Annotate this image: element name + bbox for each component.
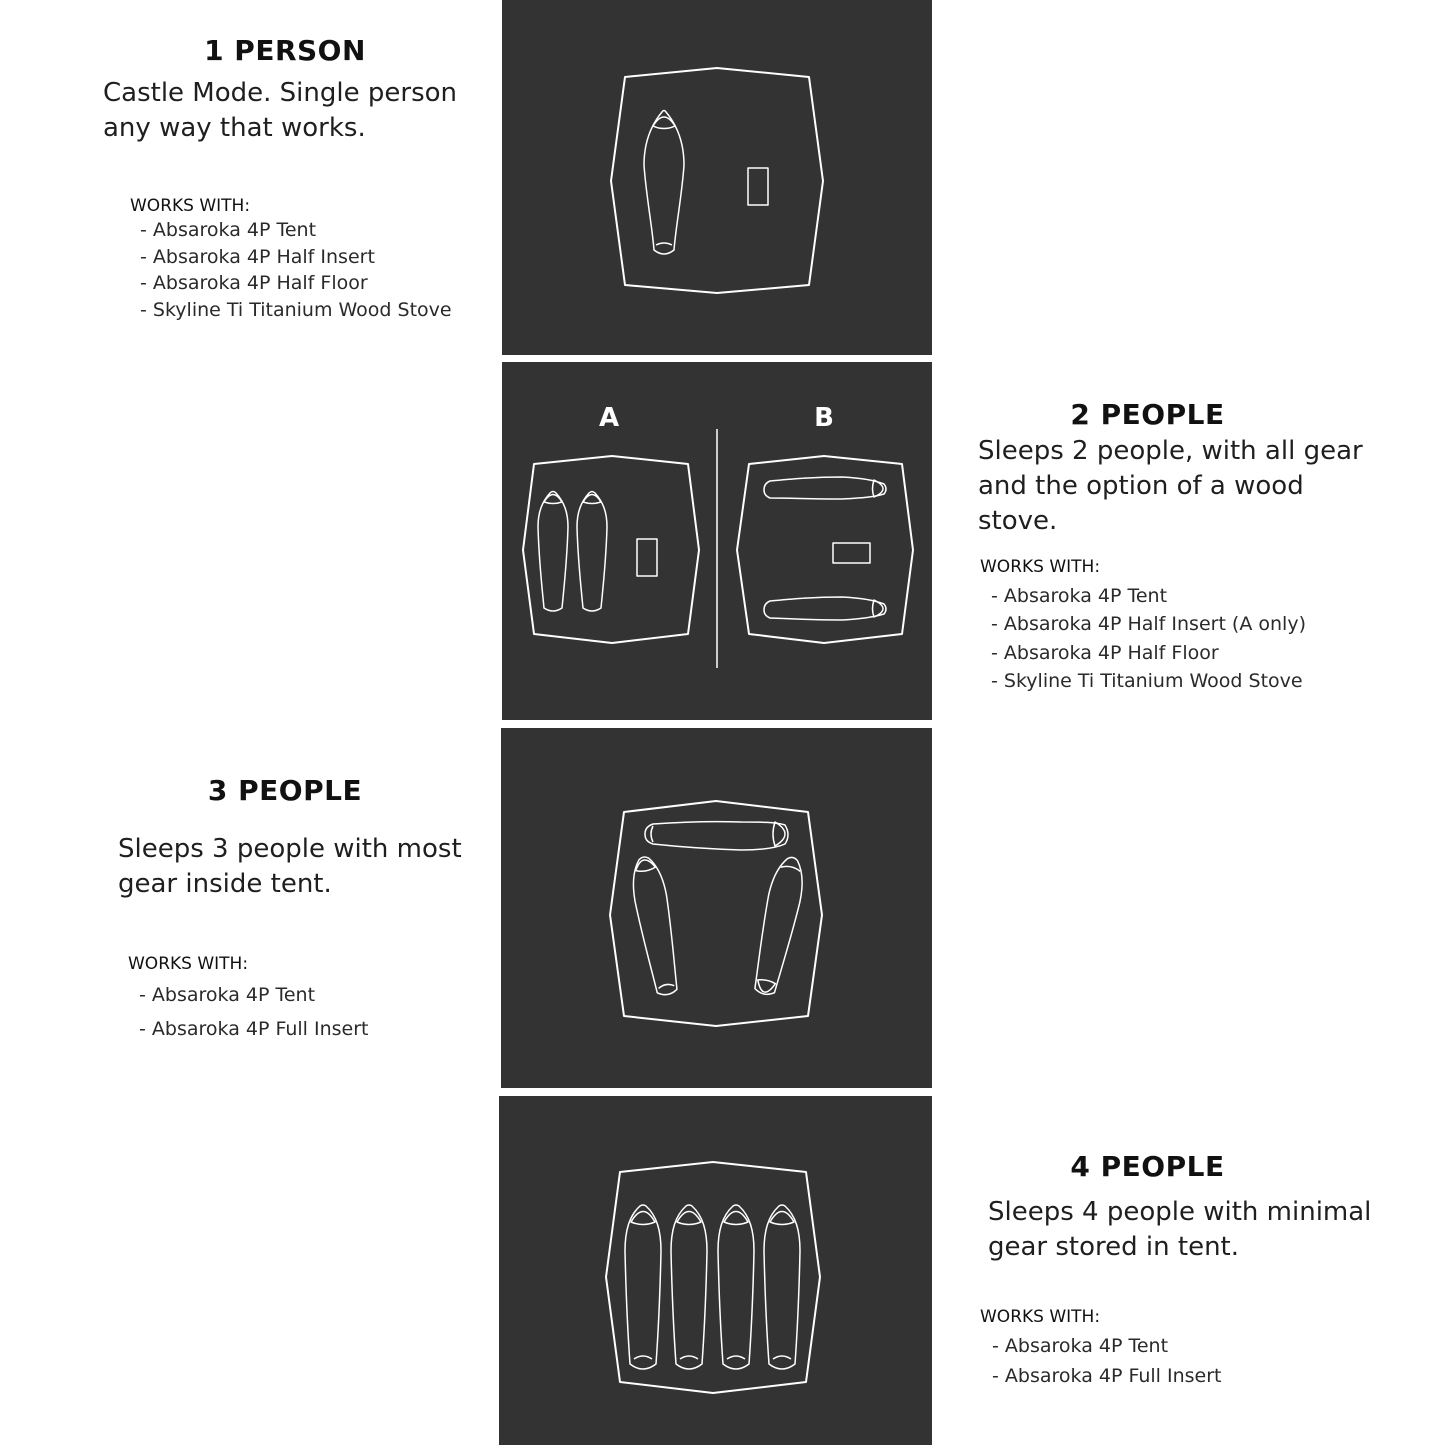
description-line: Castle Mode. Single person — [103, 78, 457, 108]
section-1-title: 1 PERSON — [204, 34, 366, 67]
tent-floor-outline — [606, 1162, 820, 1393]
list-item: - Absaroka 4P Half Insert — [140, 244, 452, 271]
sleeping-bag-icon — [644, 111, 684, 255]
section-2-description — [978, 434, 1418, 539]
sleeping-bag-icon — [748, 854, 808, 997]
sleeping-bag-icon — [625, 1205, 661, 1369]
sleeping-bag-icon — [764, 597, 886, 620]
section-3-description — [118, 832, 488, 902]
section-3-works-with-label: WORKS WITH: — [128, 954, 249, 974]
wood-stove-icon — [833, 543, 870, 563]
section-2-title: 2 PEOPLE — [1070, 398, 1225, 431]
section-4-works-with-label: WORKS WITH: — [980, 1307, 1101, 1327]
section-4-works-with-list — [992, 1331, 1222, 1391]
section-2-works-with-list — [991, 582, 1306, 695]
list-item: - Absaroka 4P Full Insert — [992, 1361, 1222, 1391]
list-item: - Absaroka 4P Tent — [992, 1331, 1222, 1361]
section-4-diagram-panel — [499, 1096, 932, 1445]
description-line: Sleeps 3 people with most — [118, 834, 462, 864]
sleeping-bag-icon — [764, 1205, 800, 1369]
section-3-diagram-panel — [501, 728, 932, 1088]
list-item: - Absaroka 4P Full Insert — [139, 1012, 369, 1046]
four-people-layout-diagram — [499, 1096, 932, 1445]
tent-floor-outline — [611, 68, 823, 293]
one-person-layout-diagram — [502, 0, 932, 355]
three-people-layout-diagram — [501, 728, 932, 1088]
section-3-title: 3 PEOPLE — [207, 774, 363, 807]
section-2-works-with-label: WORKS WITH: — [980, 557, 1101, 577]
description-line: Sleeps 2 people, with all gear — [978, 436, 1363, 466]
list-item: - Absaroka 4P Tent — [991, 582, 1306, 610]
description-line: Sleeps 4 people with minimal — [988, 1197, 1372, 1227]
list-item: - Absaroka 4P Half Floor — [991, 639, 1306, 667]
section-1-description — [103, 76, 493, 146]
description-line: and the option of a wood — [978, 471, 1304, 501]
list-item: - Skyline Ti Titanium Wood Stove — [140, 297, 452, 324]
sleeping-bag-icon — [538, 492, 568, 612]
description-line: gear inside tent. — [118, 869, 332, 899]
sleeping-bag-icon — [764, 477, 886, 499]
description-line: stove. — [978, 506, 1058, 536]
section-4-title: 4 PEOPLE — [1070, 1150, 1225, 1183]
section-1-works-with-list — [140, 217, 452, 323]
sleeping-bag-icon — [645, 822, 788, 850]
sleeping-bag-icon — [577, 492, 607, 612]
section-3-works-with-list — [139, 978, 369, 1046]
list-item: - Absaroka 4P Half Insert (A only) — [991, 610, 1306, 638]
description-line: any way that works. — [103, 113, 366, 143]
list-item: - Absaroka 4P Tent — [140, 217, 452, 244]
list-item: - Absaroka 4P Tent — [139, 978, 369, 1012]
list-item: - Absaroka 4P Half Floor — [140, 270, 452, 297]
wood-stove-icon — [748, 168, 768, 205]
section-1-works-with-label: WORKS WITH: — [130, 196, 251, 216]
tent-floor-outline — [523, 456, 699, 643]
tent-floor-outline — [737, 456, 913, 643]
description-line: gear stored in tent. — [988, 1232, 1240, 1262]
sleeping-bag-icon — [628, 854, 684, 997]
tent-floor-outline — [610, 801, 822, 1026]
section-1-diagram-panel — [502, 0, 932, 355]
section-2-diagram-panel — [502, 362, 932, 720]
sleeping-bag-icon — [718, 1205, 754, 1369]
two-people-layout-diagram — [502, 362, 932, 720]
wood-stove-icon — [637, 539, 657, 576]
section-4-description — [988, 1195, 1428, 1265]
list-item: - Skyline Ti Titanium Wood Stove — [991, 667, 1306, 695]
layout-a-label: A — [598, 403, 620, 433]
sleeping-bag-icon — [671, 1205, 707, 1369]
layout-b-label: B — [814, 403, 834, 433]
